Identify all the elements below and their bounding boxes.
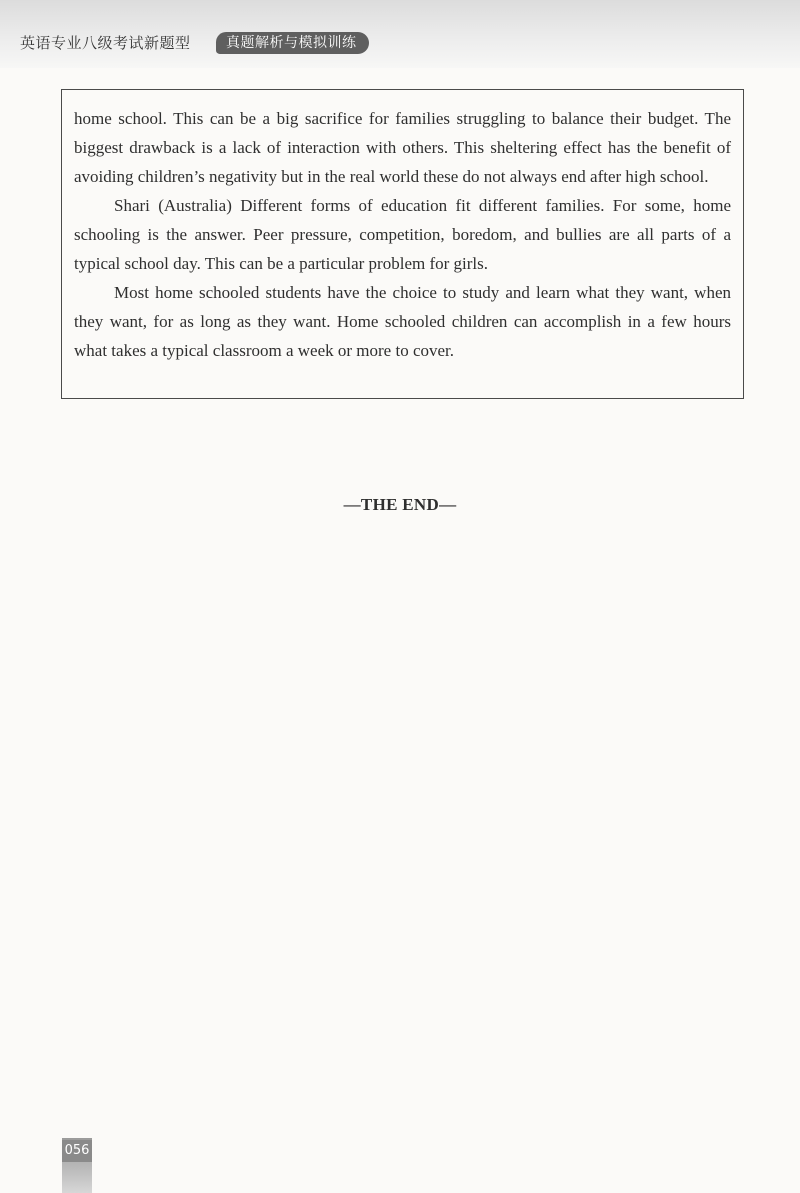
passage-box bbox=[61, 89, 744, 399]
page-number: 056 bbox=[62, 1140, 92, 1162]
book-title: 英语专业八级考试新题型 bbox=[20, 34, 191, 52]
passage-paragraph-1: home school. This can be a big sacrifice for families struggling to balance their budget. The biggest drawback is a lack of interaction with others. This sheltering effect has the benefit of avoiding children’s negativity but in the real world these do not always end after high school. bbox=[74, 109, 731, 186]
passage-paragraph-2: Shari (Australia) Different forms of education fit different families. For some, home schooling is the answer. Peer pressure, competition, boredom, and bullies are all parts of a typical school day. This can be a particular problem for girls. bbox=[74, 196, 731, 273]
the-end-marker: —THE END— bbox=[343, 495, 457, 514]
book-subtitle-badge: 真题解析与模拟训练 bbox=[216, 32, 369, 54]
passage-paragraph-3: Most home schooled students have the choice to study and learn what they want, when they want, for as long as they want. Home schooled children can accomplish in a few hours what takes a typical classroom a week or more to cover. bbox=[74, 283, 731, 360]
